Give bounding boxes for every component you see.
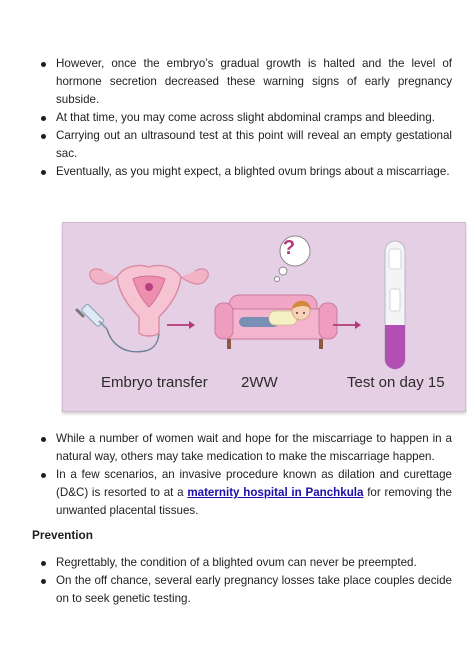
list-item [38,466,452,520]
maternity-hospital-link[interactable]: maternity hospital in Panchkula [187,486,364,499]
list-item: While a number of women wait and hope for the miscarriage to happen in a natural way, others may take medication to make the miscarriage happen. [38,430,452,466]
list-item: Carrying out an ultrasound test at this point will reveal an empty gestational sac. [38,127,452,163]
caption-two-week-wait: 2WW [241,374,278,391]
list-item: At that time, you may come across slight abdominal cramps and bleeding. [38,109,452,127]
list-item-text: for removing the unwanted placental tissues. [56,486,452,517]
caption-test-day: Test on day 15 [347,374,445,391]
list-item: On the off chance, several early pregnancy losses take place couples decide on to seek genetic testing. [38,572,452,608]
question-mark-icon: ? [282,237,296,259]
pregnancy-test-icon [385,241,405,369]
list-item: However, once the embryo’s gradual growth is halted and the level of hormone secretion decreased these warning signs of early pregnancy subside. [38,55,452,109]
bullet-list-symptoms [38,55,452,181]
list-item: Eventually, as you might expect, a blighted ovum brings about a miscarriage. [38,163,452,181]
ivf-timeline-illustration [62,222,466,412]
bullet-list-treatment [38,430,452,520]
list-item-text: In a few scenarios, an invasive procedure known as dilation and curettage (D&C) is resorted to at a [56,468,452,499]
section-heading-prevention: Prevention [32,528,93,542]
bullet-list-prevention [38,554,452,608]
arrow-right-icon [167,321,195,329]
list-item: Regrettably, the condition of a blighted ovum can never be preempted. [38,554,452,572]
caption-embryo-transfer: Embryo transfer [101,374,208,391]
